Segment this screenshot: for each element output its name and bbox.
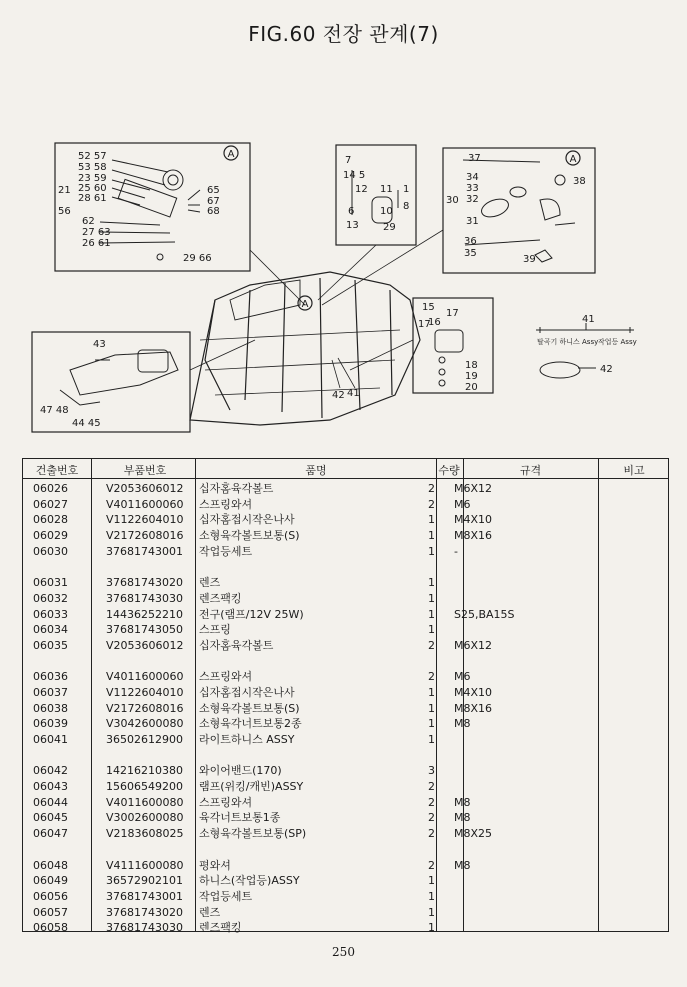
table-row <box>23 685 668 701</box>
cell-qty: 3 <box>428 764 435 778</box>
cell-spec: M8 <box>454 717 471 731</box>
cell-part-no: 36502612900 <box>106 733 183 746</box>
table-row <box>23 920 668 936</box>
header-note: 비고 <box>623 464 645 477</box>
cell-code: 06037 <box>33 685 68 699</box>
cell-part-no: V4111600080 <box>106 858 184 872</box>
cell-name: 하니스(작업등)ASSY <box>199 874 300 888</box>
table-row <box>23 873 668 889</box>
svg-text:23 59: 23 59 <box>78 173 107 184</box>
svg-text:17: 17 <box>446 308 459 319</box>
cell-code: 06035 <box>33 638 68 652</box>
svg-text:21: 21 <box>58 185 71 196</box>
cell-code: 06027 <box>33 497 68 511</box>
cell-code: 06029 <box>33 529 68 543</box>
group-spacer <box>23 559 668 575</box>
cell-spec: - <box>454 544 458 558</box>
svg-text:34: 34 <box>466 172 479 183</box>
cell-code: 06045 <box>33 811 68 825</box>
cell-part-no: V2053606012 <box>106 482 184 495</box>
svg-text:7: 7 <box>345 155 352 166</box>
svg-text:작업등 Assy: 작업등 Assy <box>598 338 637 346</box>
cell-qty: 2 <box>428 497 435 511</box>
cell-qty: 1 <box>428 905 435 919</box>
cell-code: 06039 <box>33 717 68 731</box>
cell-spec: M6X12 <box>454 482 493 495</box>
cell-name: 소형육각볼트보통(SP) <box>199 827 307 841</box>
table-row <box>23 826 668 842</box>
cell-name: 렌즈팩킹 <box>199 921 242 935</box>
svg-text:67: 67 <box>207 196 220 207</box>
cell-part-no: V1122604010 <box>106 685 184 699</box>
cell-code: 06041 <box>33 733 68 746</box>
cell-name: 라이트하니스 ASSY <box>199 733 295 746</box>
table-row <box>23 544 668 560</box>
svg-text:19: 19 <box>465 371 478 382</box>
header-spec: 규격 <box>519 464 542 477</box>
svg-text:11: 11 <box>380 184 393 195</box>
cell-name: 십자홈접시작은나사 <box>199 685 295 699</box>
svg-text:47 48: 47 48 <box>40 405 69 416</box>
cell-code: 06033 <box>33 607 68 621</box>
cell-part-no: 37681743030 <box>106 591 183 605</box>
cell-name: 작업등세트 <box>199 544 253 558</box>
cell-name: 스프링와셔 <box>199 795 253 809</box>
table-row <box>23 795 668 811</box>
svg-text:44 45: 44 45 <box>72 418 101 429</box>
cell-part-no: V4011600080 <box>106 795 184 809</box>
cell-name: 램프(위킹/캐빈)ASSY <box>199 780 304 794</box>
cell-code: 06048 <box>33 858 68 872</box>
svg-text:68: 68 <box>207 206 220 217</box>
svg-text:16: 16 <box>428 317 441 328</box>
exploded-parts-diagram <box>0 0 687 450</box>
cell-qty: 1 <box>428 529 435 543</box>
cell-name: 와이어밴드(170) <box>199 764 282 778</box>
cell-name: 스프링 <box>199 623 231 637</box>
cell-qty: 1 <box>428 544 435 558</box>
cell-spec: M4X10 <box>454 685 493 699</box>
cell-part-no: 14216210380 <box>106 764 183 778</box>
svg-text:52 57: 52 57 <box>78 151 107 162</box>
svg-text:A: A <box>227 149 235 160</box>
cell-qty: 1 <box>428 576 435 590</box>
cell-name: 렌즈 <box>199 576 221 590</box>
cell-code: 06031 <box>33 576 68 590</box>
cell-name: 전구(램프/12V 25W) <box>199 607 304 621</box>
cell-name: 육각너트보통1종 <box>199 811 281 825</box>
svg-text:65: 65 <box>207 185 220 196</box>
cell-code: 06044 <box>33 795 68 809</box>
table-row <box>23 512 668 528</box>
cell-name: 소형육각너트보통2종 <box>199 717 302 731</box>
cell-qty: 1 <box>428 717 435 731</box>
svg-text:12: 12 <box>355 184 368 195</box>
cell-part-no: V4011600060 <box>106 497 184 511</box>
cell-name: 십자홈접시작은나사 <box>199 513 295 527</box>
group-spacer <box>23 748 668 764</box>
table-row <box>23 779 668 795</box>
svg-text:62: 62 <box>82 216 95 227</box>
cell-code: 06049 <box>33 874 68 888</box>
table-row <box>23 497 668 513</box>
svg-text:43: 43 <box>93 339 106 350</box>
cell-qty: 2 <box>428 780 435 794</box>
table-row <box>23 607 668 623</box>
svg-text:28 61: 28 61 <box>78 193 107 204</box>
cell-qty: 1 <box>428 889 435 903</box>
cell-qty: 1 <box>428 591 435 605</box>
cell-name: 렌즈팩킹 <box>199 591 242 605</box>
cell-qty: 1 <box>428 921 435 935</box>
cell-name: 소형육각볼트보통(S) <box>199 529 300 543</box>
cell-qty: 2 <box>428 827 435 841</box>
table-row <box>23 905 668 921</box>
svg-text:13: 13 <box>346 220 359 231</box>
cell-part-no: V2172608016 <box>106 529 184 543</box>
cell-name: 소형육각볼트보통(S) <box>199 701 300 715</box>
cell-part-no: 36572902101 <box>106 874 183 888</box>
cell-part-no: 37681743001 <box>106 544 183 558</box>
cell-spec: M8X25 <box>454 827 493 841</box>
cell-code: 06042 <box>33 764 68 778</box>
cell-code: 06030 <box>33 544 68 558</box>
table-row <box>23 481 668 497</box>
cell-spec: M6 <box>454 670 471 684</box>
cell-qty: 1 <box>428 623 435 637</box>
cell-code: 06034 <box>33 623 68 637</box>
svg-text:39: 39 <box>523 254 536 265</box>
table-row <box>23 858 668 874</box>
combine-harvester-sketch <box>190 272 420 425</box>
cell-code: 06057 <box>33 905 68 919</box>
cell-code: 06038 <box>33 701 68 715</box>
cell-qty: 1 <box>428 733 435 746</box>
cell-part-no: V1122604010 <box>106 513 184 527</box>
cell-spec: M8X16 <box>454 701 493 715</box>
cell-qty: 2 <box>428 858 435 872</box>
svg-text:29 66: 29 66 <box>183 253 212 264</box>
svg-text:42: 42 <box>332 390 345 401</box>
cell-code: 06056 <box>33 889 68 903</box>
table-row <box>23 810 668 826</box>
cell-part-no: V2172608016 <box>106 701 184 715</box>
svg-text:1: 1 <box>403 184 410 195</box>
svg-text:8: 8 <box>403 201 410 212</box>
cell-code: 06028 <box>33 513 68 527</box>
header-part-no: 부품번호 <box>123 464 167 477</box>
badge-a-box3 <box>566 151 580 165</box>
cell-part-no: 37681743030 <box>106 921 183 935</box>
badge-a-box1 <box>224 146 238 160</box>
svg-text:41: 41 <box>347 388 360 399</box>
cell-qty: 1 <box>428 513 435 527</box>
cell-code: 06058 <box>33 921 68 935</box>
svg-text:15: 15 <box>422 302 435 313</box>
cell-name: 작업등세트 <box>199 889 253 903</box>
header-name: 품명 <box>305 464 327 477</box>
cell-spec: M8 <box>454 858 471 872</box>
cell-qty: 2 <box>428 670 435 684</box>
svg-text:27 63: 27 63 <box>82 227 111 238</box>
table-row <box>23 716 668 732</box>
cell-code: 06047 <box>33 827 68 841</box>
cell-name: 렌즈 <box>199 905 221 919</box>
cell-spec: M8X16 <box>454 529 493 543</box>
cell-part-no: V3042600080 <box>106 717 184 731</box>
svg-text:탈곡기 하니스 Assy: 탈곡기 하니스 Assy <box>537 338 599 346</box>
cell-part-no: V2183608025 <box>106 827 184 841</box>
table-row <box>23 701 668 717</box>
cell-part-no: V4011600060 <box>106 670 184 684</box>
cell-spec: S25,BA15S <box>454 607 515 621</box>
cell-code: 06043 <box>33 780 68 794</box>
svg-text:38: 38 <box>573 176 586 187</box>
svg-text:53 58: 53 58 <box>78 162 107 173</box>
cell-part-no: 15606549200 <box>106 780 183 794</box>
cell-code: 06026 <box>33 482 68 495</box>
svg-text:14 5: 14 5 <box>343 170 366 181</box>
group-spacer <box>23 654 668 670</box>
table-row <box>23 732 668 748</box>
table-body <box>23 481 668 936</box>
parts-list-table <box>22 458 669 935</box>
cell-part-no: 37681743001 <box>106 889 183 903</box>
cell-code: 06032 <box>33 591 68 605</box>
table-row <box>23 638 668 654</box>
cell-name: 평와셔 <box>199 858 231 872</box>
cell-spec: M4X10 <box>454 513 493 527</box>
cell-part-no: V2053606012 <box>106 638 184 652</box>
cell-qty: 2 <box>428 482 435 495</box>
header-qty: 수량 <box>438 464 460 477</box>
page-number: 250 <box>332 945 355 959</box>
cell-spec: M6X12 <box>454 638 493 652</box>
table-row <box>23 889 668 905</box>
cell-qty: 1 <box>428 874 435 888</box>
svg-text:26 61: 26 61 <box>82 238 111 249</box>
table-row <box>23 669 668 685</box>
svg-text:20: 20 <box>465 382 478 393</box>
svg-text:29: 29 <box>383 222 396 233</box>
cell-name: 십자홈육각볼트 <box>199 482 274 495</box>
cell-part-no: 37681743020 <box>106 576 183 590</box>
table-row <box>23 575 668 591</box>
svg-text:25 60: 25 60 <box>78 183 107 194</box>
table-row <box>23 622 668 638</box>
svg-text:17: 17 <box>418 319 431 330</box>
svg-text:18: 18 <box>465 360 478 371</box>
cell-part-no: 37681743020 <box>106 905 183 919</box>
group-spacer <box>23 842 668 858</box>
svg-text:10: 10 <box>380 206 393 217</box>
svg-text:31: 31 <box>466 216 479 227</box>
cell-spec: M6 <box>454 497 471 511</box>
svg-text:32: 32 <box>466 194 479 205</box>
svg-text:A: A <box>569 154 577 165</box>
table-row <box>23 763 668 779</box>
cell-spec: M8 <box>454 795 471 809</box>
svg-text:42: 42 <box>600 364 613 375</box>
svg-text:36: 36 <box>464 236 477 247</box>
cell-qty: 1 <box>428 685 435 699</box>
table-header <box>23 459 668 479</box>
svg-text:56: 56 <box>58 206 71 217</box>
header-code: 건출번호 <box>35 464 79 477</box>
cell-spec: M8 <box>454 811 471 825</box>
harness-callouts <box>537 314 637 375</box>
svg-text:35: 35 <box>464 248 477 259</box>
svg-text:41: 41 <box>582 314 595 325</box>
svg-text:30: 30 <box>446 195 459 206</box>
cell-qty: 1 <box>428 701 435 715</box>
svg-text:A: A <box>301 299 309 310</box>
cell-qty: 2 <box>428 795 435 809</box>
cell-name: 스프링와셔 <box>199 670 253 684</box>
svg-text:6: 6 <box>348 206 355 217</box>
detail-box-side-lamp <box>32 332 190 432</box>
cell-qty: 2 <box>428 638 435 652</box>
cell-name: 스프링와셔 <box>199 497 253 511</box>
svg-text:37: 37 <box>468 153 481 164</box>
cell-qty: 1 <box>428 607 435 621</box>
cell-name: 십자홈육각볼트 <box>199 638 274 652</box>
figure-title: FIG.60 전장 관계(7) <box>248 22 439 46</box>
cell-part-no: 37681743050 <box>106 623 183 637</box>
svg-text:33: 33 <box>466 183 479 194</box>
cell-part-no: V3002600080 <box>106 811 184 825</box>
cell-code: 06036 <box>33 670 68 684</box>
cell-qty: 2 <box>428 811 435 825</box>
cell-part-no: 14436252210 <box>106 607 183 621</box>
table-row <box>23 528 668 544</box>
table-row <box>23 591 668 607</box>
